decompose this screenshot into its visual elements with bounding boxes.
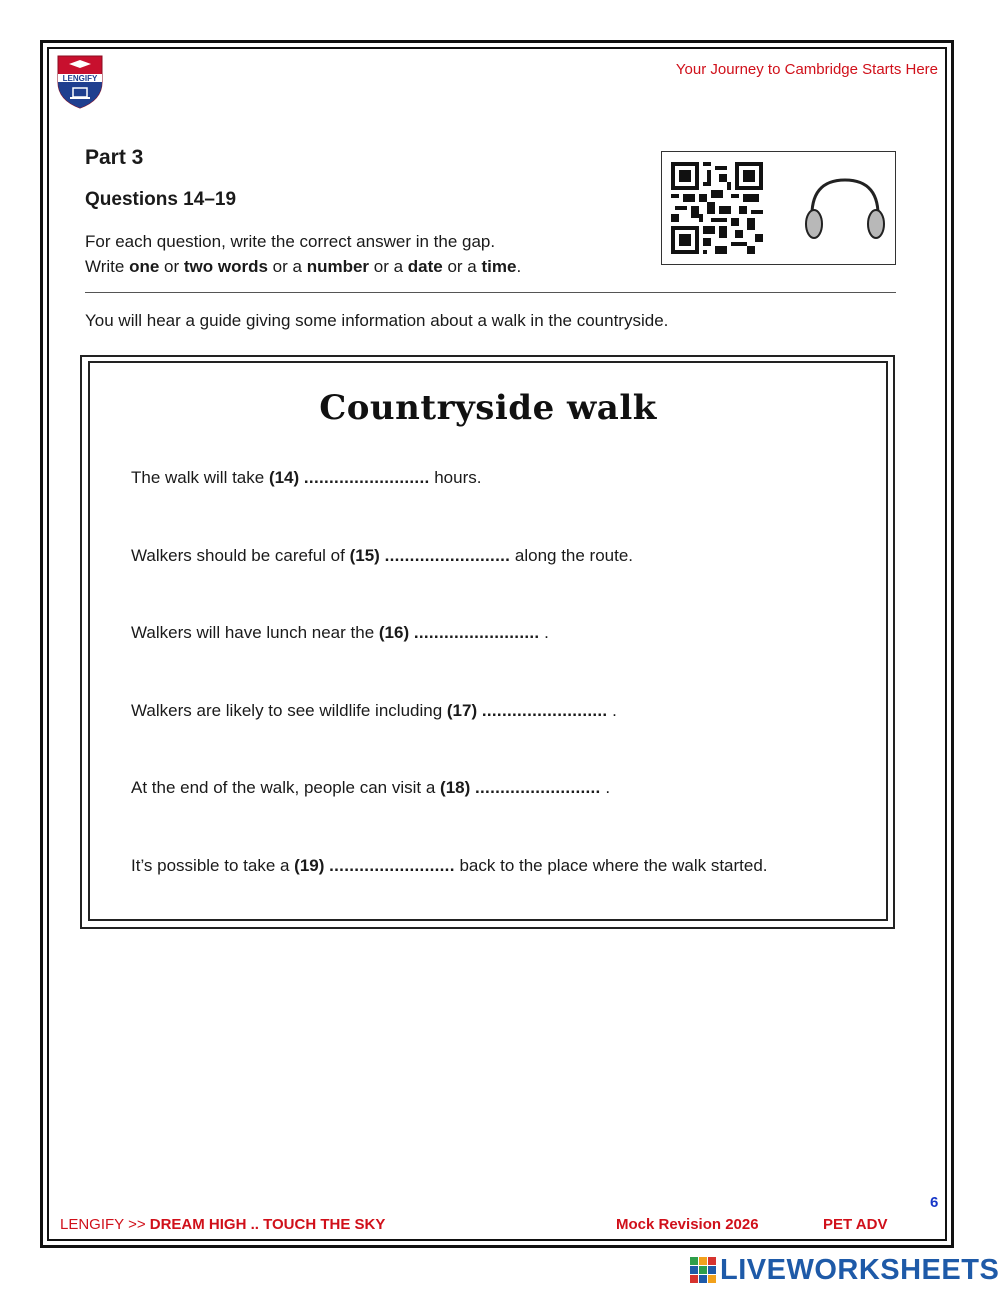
question-16: Walkers will have lunch near the (16) ......................... . bbox=[131, 623, 549, 642]
answer-gap-18[interactable]: ......................... bbox=[475, 778, 601, 797]
instruction-line-2: Write one or two words or a number or a date or a time. bbox=[85, 257, 522, 276]
listening-intro: You will hear a guide giving some information about a walk in the countryside. bbox=[85, 311, 669, 330]
section-divider bbox=[85, 292, 896, 293]
instruction-line-1: For each question, write the correct answer in the gap. bbox=[85, 232, 496, 251]
liveworksheets-logo-icon bbox=[690, 1257, 718, 1283]
questions-range-heading: Questions 14–19 bbox=[85, 189, 237, 210]
liveworksheets-text: LIVEWORKSHEETS bbox=[720, 1253, 1000, 1286]
headphones-icon[interactable] bbox=[800, 172, 890, 244]
question-19: It’s possible to take a (19) ......................... back to the place where the walk started. bbox=[131, 856, 768, 875]
header-tagline: Your Journey to Cambridge Starts Here bbox=[675, 61, 938, 78]
answer-gap-19[interactable]: ......................... bbox=[329, 856, 455, 875]
question-17: Walkers are likely to see wildlife including (17) ......................... . bbox=[131, 701, 617, 720]
answer-gap-16[interactable]: ......................... bbox=[413, 623, 540, 642]
lengify-logo bbox=[55, 52, 105, 110]
worksheet-title: Countryside walk bbox=[319, 388, 657, 428]
instructions bbox=[85, 229, 521, 279]
footer-level: PET ADV bbox=[823, 1216, 888, 1233]
question-15: Walkers should be careful of (15) ......................... along the route. bbox=[131, 546, 634, 565]
question-18: At the end of the walk, people can visit a (18) ......................... . bbox=[131, 778, 611, 797]
part-heading: Part 3 bbox=[85, 146, 144, 169]
footer-slogan: LENGIFY >> DREAM HIGH .. TOUCH THE SKY bbox=[60, 1216, 386, 1233]
qr-code-icon[interactable] bbox=[671, 162, 763, 254]
svg-text:LENGIFY: LENGIFY bbox=[62, 74, 98, 83]
liveworksheets-watermark[interactable] bbox=[690, 1255, 999, 1285]
page-number: 6 bbox=[930, 1194, 939, 1211]
footer-mock-title: Mock Revision 2026 bbox=[616, 1216, 759, 1233]
answer-gap-15[interactable]: ......................... bbox=[384, 546, 511, 565]
question-14: The walk will take (14) ......................... hours. bbox=[131, 468, 482, 487]
answer-gap-14[interactable]: ......................... bbox=[303, 468, 430, 487]
answer-gap-17[interactable]: ......................... bbox=[481, 701, 608, 720]
